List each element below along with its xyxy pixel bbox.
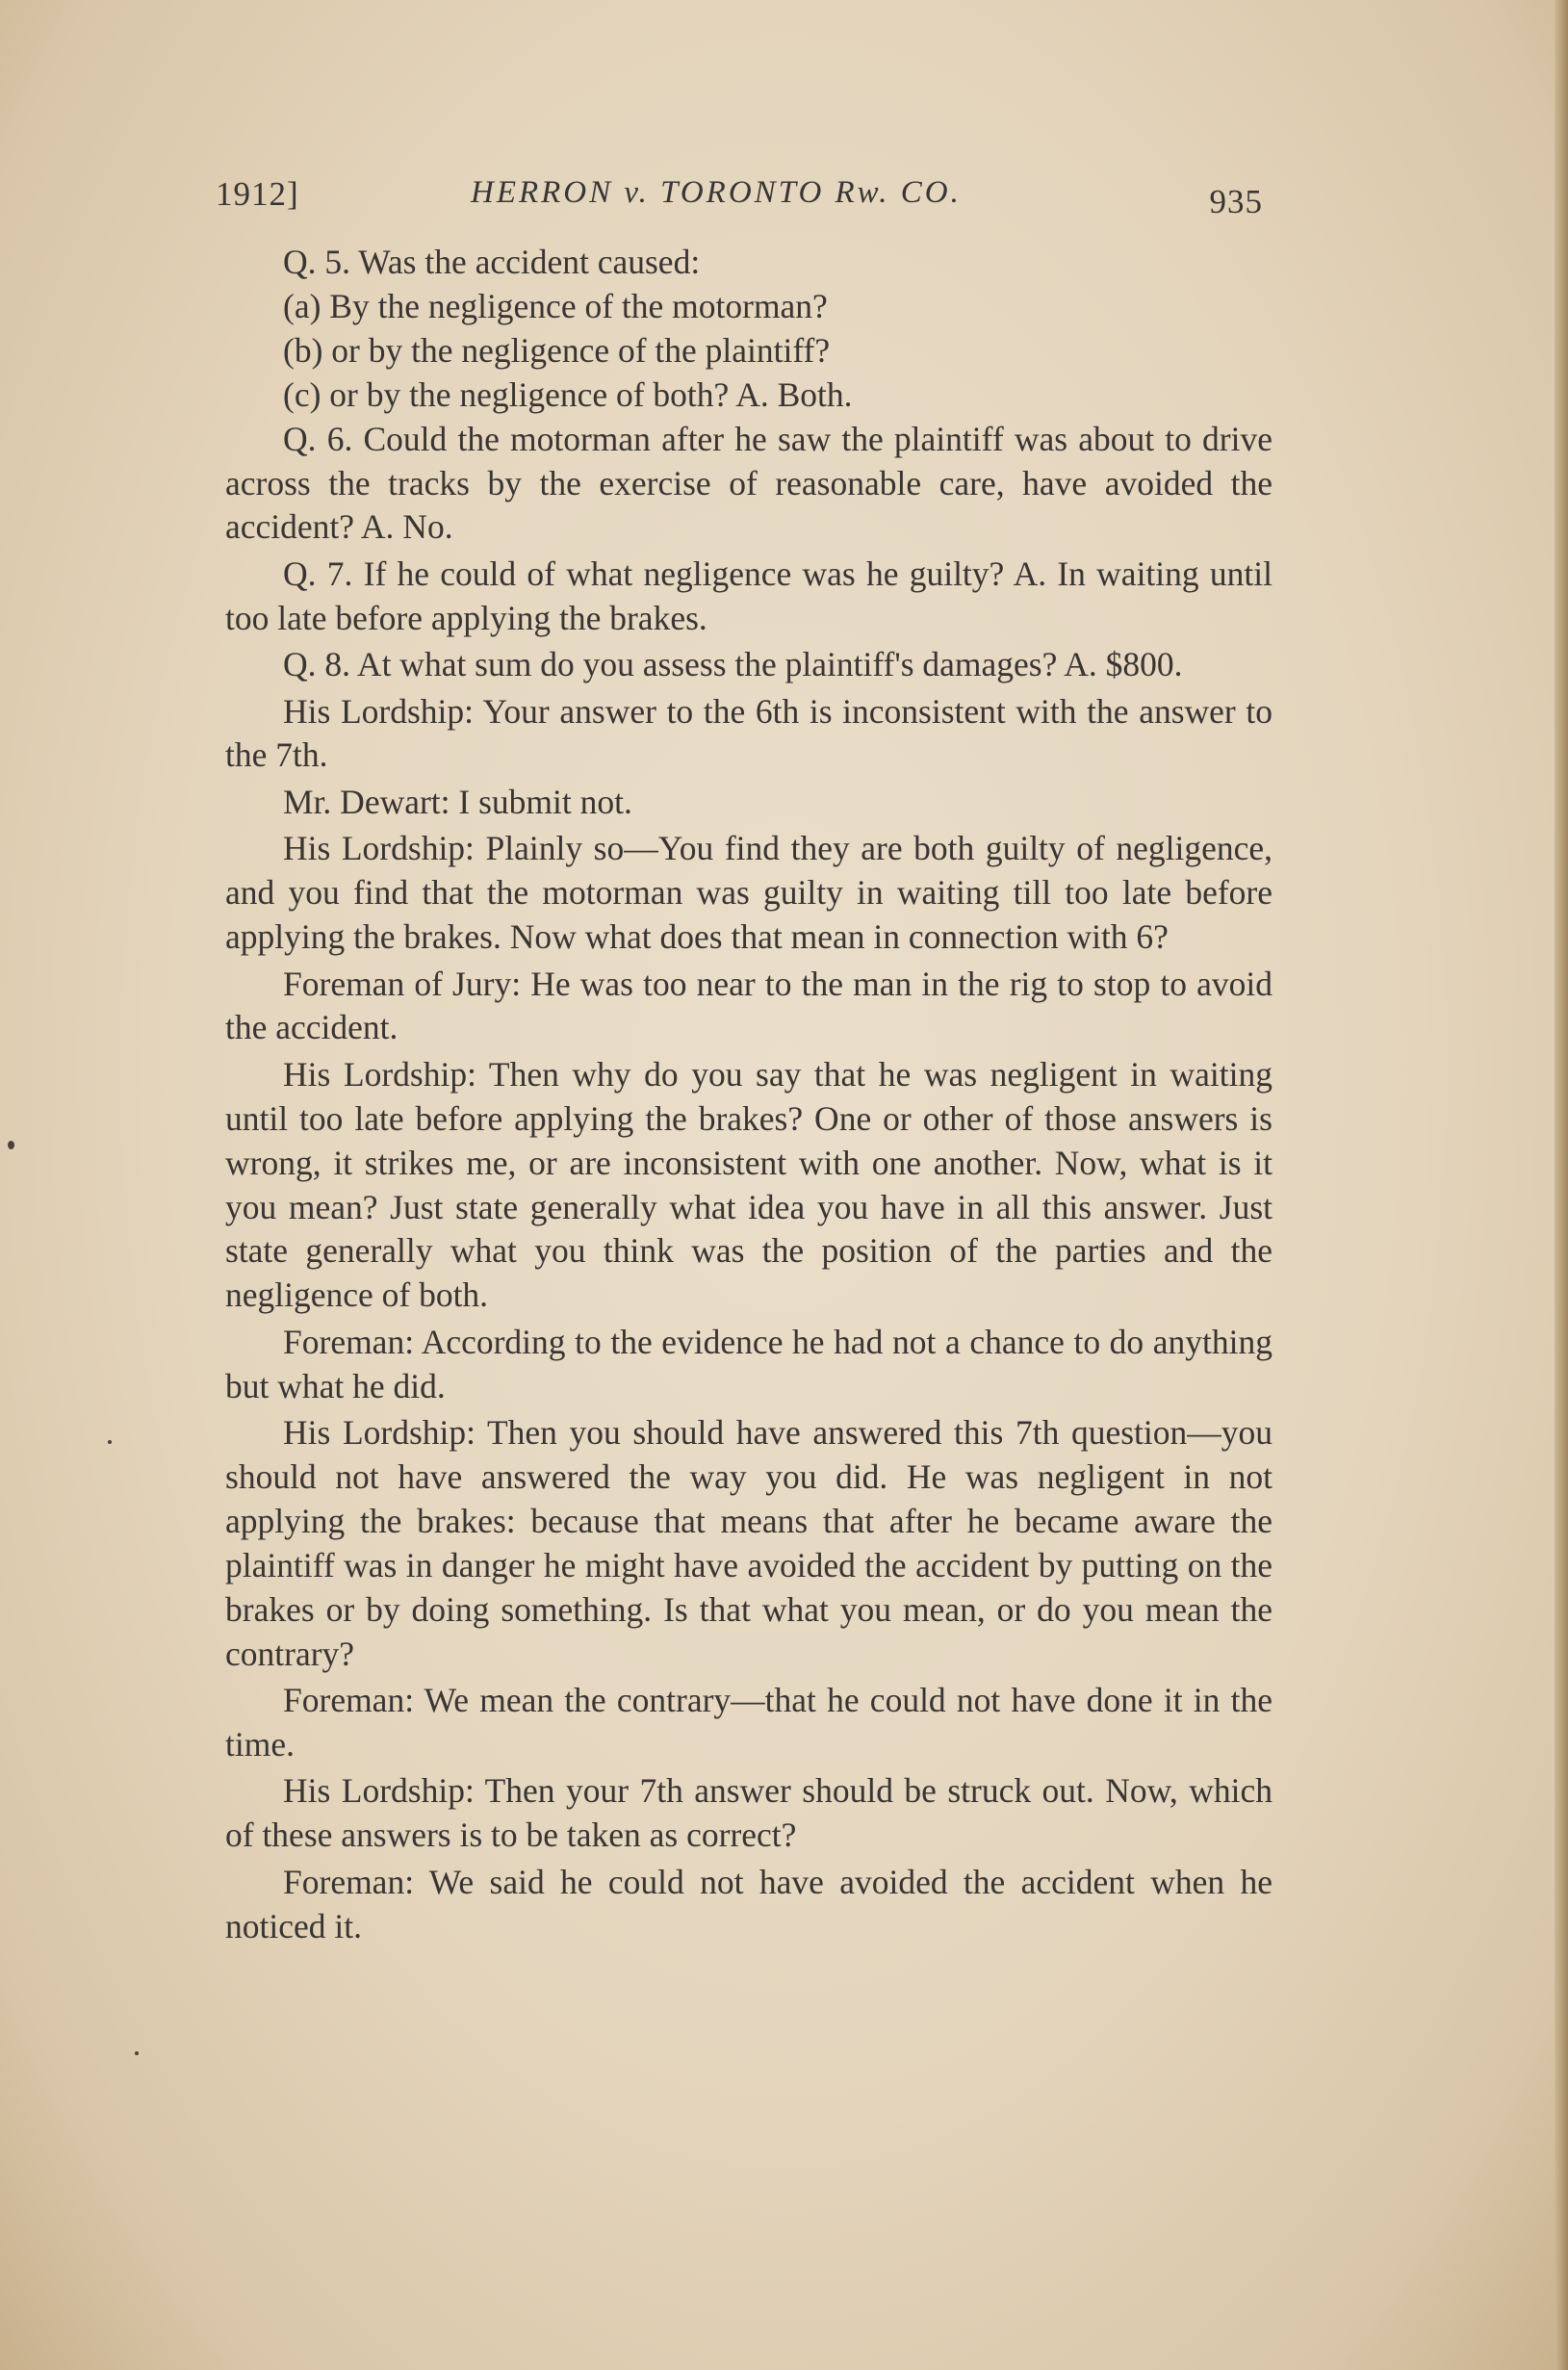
question-5: Q. 5. Was the accident caused:: [283, 243, 701, 281]
ink-spot: [135, 2051, 139, 2055]
dialogue-paragraph: Foreman of Jury: He was too near to the man in the rig to stop to avoid the accident.: [225, 964, 1272, 1047]
question-5-option-b: (b) or by the negligence of the plaintiff?: [283, 330, 831, 370]
dialogue-paragraph: His Lordship: Plainly so—You find they are both guilty of negligence, and you find that the motorman was guilty in waiting till too late before applying the brakes. Now what does that mean in connection with 6?: [225, 829, 1272, 957]
dialogue-paragraph: Mr. Dewart: I submit not.: [283, 782, 632, 821]
dialogue-paragraph: His Lordship: Then why do you say that he was negligent in waiting until too late before applying the brakes? One or other of those answers is wrong, it strikes me, or are inconsistent with one another. Now, what is it you mean? Just state generally what idea you have in all this answer. Just state generally what you think was the position of the parties and the negligence of both.: [225, 1054, 1272, 1315]
page-edge: [1555, 0, 1568, 2370]
question-6: Q. 6. Could the motorman after he saw the plaintiff was about to drive across the tracks by the exercise of reasonable care, have avoided the accident? A. No.: [225, 419, 1272, 547]
question-7: Q. 7. If he could of what negligence was he guilty? A. In waiting until too late before applying the brakes.: [225, 554, 1272, 637]
running-title: HERRON v. TORONTO Rw. CO.: [471, 175, 962, 210]
ink-spot: [108, 1440, 112, 1444]
dialogue-paragraph: His Lordship: Your answer to the 6th is inconsistent with the answer to the 7th.: [225, 691, 1272, 775]
dialogue-paragraph: Foreman: We mean the contrary—that he could not have done it in the time.: [225, 1681, 1272, 1764]
running-header: [216, 169, 1271, 227]
dialogue-paragraph: His Lordship: Then you should have answered this 7th question—you should not have answered the way you did. He was negligent in not applying the brakes: because that means that after he became aware the plaintiff was in danger he might have avoided the accident by putting on the brakes or by doing something. Is that what you mean, or do you mean the contrary?: [225, 1413, 1272, 1673]
header-year: 1912]: [216, 175, 299, 213]
dialogue-paragraph: Foreman: We said he could not have avoided the accident when he noticed it.: [225, 1862, 1272, 1945]
dialogue-paragraph: His Lordship: Then your 7th answer should be struck out. Now, which of these answers is to be taken as correct?: [225, 1771, 1272, 1855]
question-8: Q. 8. At what sum do you assess the plaintiff's damages? A. $800.: [283, 645, 1183, 684]
page-number: 935: [1209, 183, 1263, 220]
ink-spot: [8, 1141, 14, 1149]
body-text: [225, 241, 1272, 1951]
dialogue-paragraph: Foreman: According to the evidence he had not a chance to do anything but what he did.: [225, 1322, 1272, 1405]
question-5-option-c: (c) or by the negligence of both? A. Both.: [283, 374, 853, 414]
question-5-option-a: (a) By the negligence of the motorman?: [283, 286, 828, 325]
